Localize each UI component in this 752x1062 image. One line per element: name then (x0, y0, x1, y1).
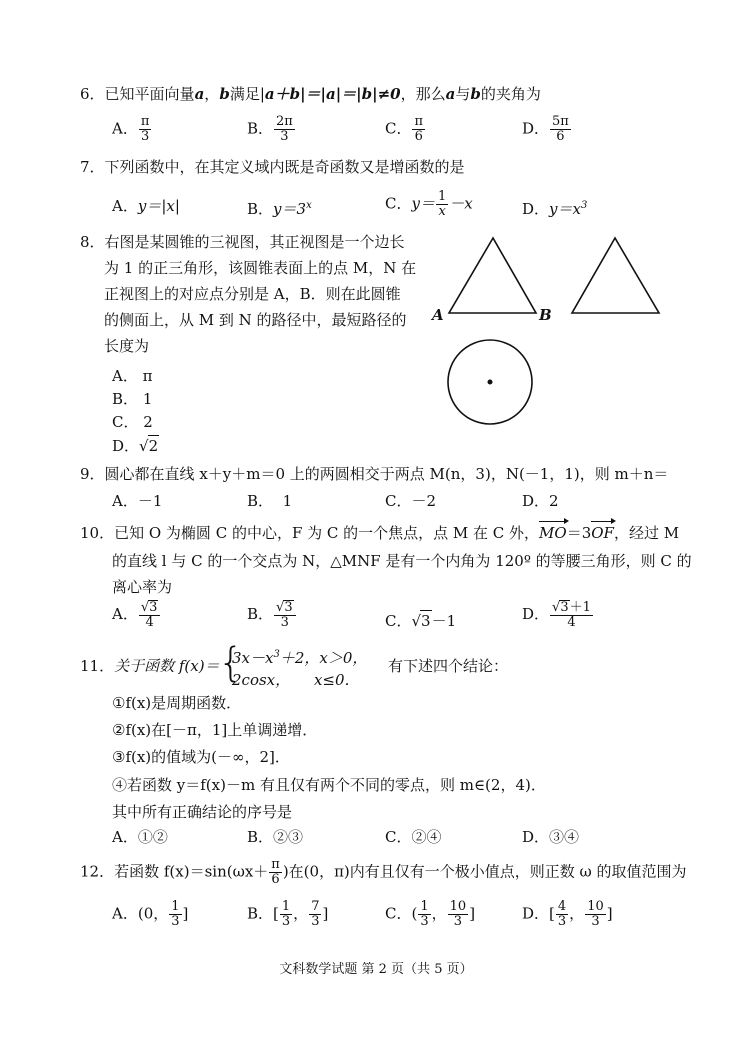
frac-num: 10 (449, 899, 467, 914)
option-value: ②③ (273, 828, 304, 846)
option-label: C． (385, 904, 412, 923)
option-expr-pre: y＝ (411, 194, 435, 213)
q11-case-1 (232, 645, 367, 668)
case-1-sup: 3 (273, 649, 280, 660)
frac-num (139, 600, 161, 616)
radicand: 3 (560, 600, 569, 615)
option-label: B． (247, 904, 274, 923)
q10-line-2: 的直线 l 与 C 的一个交点为 N，△MNF 是有一个内角为 120º 的等腰三角形，则 C 的 (112, 552, 692, 570)
q6-number: 6． (80, 85, 105, 103)
case-1-cond: ＋2，x＞0， (279, 649, 368, 667)
q10-mid: ＝3 (566, 524, 592, 542)
frac-den: 3 (280, 615, 289, 630)
option-expr-post: －1 (431, 612, 457, 630)
q10-option-c (385, 610, 456, 631)
q11-option-c (385, 827, 442, 847)
q11-number: 11． (80, 657, 115, 675)
q10-text-b: ，经过 M (613, 524, 680, 542)
option-label: B． (112, 390, 139, 408)
option-value: 2 (143, 413, 153, 431)
frac-num: 1 (281, 899, 291, 914)
option-pre: [ (273, 904, 279, 923)
q12-text-a: 若函数 f(x)＝sin(ωx＋ (114, 862, 269, 881)
q6-var-a-2: a (445, 85, 456, 103)
option-label: C． (385, 492, 412, 510)
frac-den: 3 (591, 914, 600, 929)
q9-text: 圆心都在直线 x＋y＋m＝0 上的两圆相交于两点 M(n，3)，N(－1，1)，则 m＋n＝ (104, 465, 669, 483)
frac-num (274, 600, 296, 616)
option-expr-post: －x (449, 194, 473, 213)
option-fraction-2 (309, 900, 321, 929)
option-value: ②④ (411, 828, 442, 846)
frac-num: 4 (557, 899, 567, 914)
brace-icon: { (218, 640, 244, 686)
case-1-expr: 3x－x (232, 649, 274, 667)
q11-item-3: ③f(x)的值域为(－∞，2]． (112, 748, 290, 766)
option-label: A． (112, 119, 138, 138)
option-value: π (142, 367, 153, 385)
sqrt-icon: √ (411, 612, 422, 630)
option-value: 1 (282, 492, 293, 510)
option-value: 2 (148, 437, 159, 455)
radicand: 3 (421, 612, 431, 630)
q6-text-b: 满足| (229, 85, 265, 103)
option-pre: (0， (137, 904, 169, 923)
frac-num: 2π (276, 114, 293, 129)
option-label: B． (247, 605, 274, 623)
q9-stem (80, 464, 668, 484)
option-pre: ( (411, 904, 418, 923)
q11-case-2: 2cosx， x≤0． (232, 671, 360, 689)
option-label: A． (112, 197, 138, 215)
q6-text-e: 的夹角为 (480, 85, 541, 103)
frac-den: 3 (420, 914, 429, 929)
q6-var-b-2: b (470, 85, 481, 103)
frac-num: π (271, 857, 280, 872)
q12-option-b (247, 900, 328, 929)
option-value: ③④ (549, 828, 580, 846)
q8-line-5: 长度为 (104, 337, 150, 355)
option-label: D． (522, 828, 550, 846)
option-value: 1 (142, 390, 153, 408)
frac-num: 1 (437, 189, 447, 204)
side-view-triangle (572, 238, 659, 313)
option-label: A． (112, 828, 138, 846)
frac-den: 6 (414, 129, 423, 144)
frac-den: 3 (453, 914, 463, 929)
option-fraction (169, 900, 181, 929)
option-expr: y＝|x| (137, 197, 180, 215)
frac-den: 3 (281, 914, 291, 929)
q11-option-d (522, 827, 579, 847)
option-label: D． (522, 605, 550, 623)
q9-option-a (112, 491, 162, 511)
option-fraction (274, 600, 296, 630)
option-label: A． (112, 904, 138, 923)
frac-den: x (438, 204, 446, 219)
q11-ask: 其中所有正确结论的序号是 (112, 803, 293, 821)
q12-fraction (269, 858, 282, 887)
frac-den: 4 (567, 615, 576, 630)
q8-line-4: 的侧面上，从 M 到 N 的路径中，最短路径的 (104, 311, 407, 329)
frac-num: 5π (552, 114, 569, 129)
front-view-triangle (449, 238, 536, 313)
option-label: C． (385, 119, 412, 138)
sqrt-icon: √ (276, 600, 285, 615)
option-mid: ， (431, 904, 447, 923)
frac-num: 1 (171, 899, 180, 914)
option-value: 2 (549, 492, 559, 510)
option-value: ①② (137, 828, 168, 846)
q11-item-1: ①f(x)是周期函数． (112, 694, 242, 712)
frac-num-post: ＋1 (569, 600, 591, 615)
q8-number: 8． (80, 233, 105, 251)
option-sup: 3 (580, 200, 588, 211)
option-value: －2 (411, 492, 437, 510)
option-label: D． (522, 200, 550, 218)
option-fraction-2 (585, 900, 606, 929)
sqrt-icon: √ (139, 437, 149, 455)
option-post: ] (322, 904, 329, 923)
point-a-label: A (432, 306, 444, 324)
q12-stem (80, 858, 687, 887)
radicand: 3 (284, 600, 293, 615)
option-expr: y＝3 (273, 200, 307, 218)
option-label: D． (112, 437, 140, 455)
option-fraction-1 (556, 900, 568, 929)
q6-text-c: ，那么 (400, 85, 446, 103)
q10-text-a: 已知 O 为椭圆 C 的中心，F 为 C 的一个焦点，点 M 在 C 外， (114, 524, 540, 542)
option-label: A． (112, 367, 138, 385)
option-expr: y＝x (549, 200, 581, 218)
q10-option-a (112, 600, 161, 630)
radicand: 3 (149, 600, 158, 615)
frac-den: 3 (171, 914, 180, 929)
option-sup: x (306, 200, 312, 211)
q9-option-d (522, 491, 559, 511)
option-label: A． (112, 492, 138, 510)
option-label: B． (247, 828, 274, 846)
q11-item-4: ④若函数 y＝f(x)－m 有且仅有两个不同的零点，则 m∈(2，4)． (112, 776, 546, 794)
option-fraction (139, 600, 161, 630)
sqrt-icon: √ (140, 600, 150, 615)
q11-option-b (247, 827, 303, 847)
frac-den: 3 (280, 129, 289, 144)
vector-of: OF (591, 524, 614, 542)
option-post: ] (469, 904, 476, 923)
frac-den: 3 (311, 914, 320, 929)
option-post: ] (182, 904, 189, 923)
option-label: C． (385, 612, 412, 630)
frac-den: 6 (271, 872, 280, 887)
q10-line-3: 离心率为 (112, 578, 173, 596)
sqrt-icon: √ (552, 600, 561, 615)
q9-option-b (247, 491, 292, 511)
frac-num: 7 (311, 899, 320, 914)
option-label: B． (247, 492, 274, 510)
q12-option-d (522, 900, 613, 929)
q10-line-1 (80, 523, 679, 543)
q6-var-a: a (194, 85, 205, 103)
frac-den: 4 (145, 615, 154, 630)
option-pre: [ (549, 904, 555, 923)
frac-num: π (140, 114, 150, 129)
q11-text-b: 有下述四个结论： (388, 657, 509, 675)
top-view-center-dot (488, 380, 493, 385)
option-mid: ， (569, 904, 585, 923)
option-mid: ， (293, 904, 309, 923)
q9-number: 9． (80, 465, 105, 483)
frac-num: 1 (420, 899, 429, 914)
option-post: ] (606, 904, 613, 923)
q12-text-b: )在(0，π)内有且仅有一个极小值点，则正数 ω 的取值范围为 (282, 862, 687, 881)
frac-den: 6 (556, 129, 565, 144)
option-fraction (550, 600, 593, 630)
q8-text: 右图是某圆锥的三视图，其正视图是一个边长 (104, 233, 405, 251)
option-label: C． (385, 828, 412, 846)
frac-den: 3 (557, 914, 567, 929)
option-label: B． (247, 200, 274, 218)
option-label: D． (522, 119, 550, 138)
q7-text: 下列函数中，在其定义域内既是奇函数又是增函数的是 (104, 158, 465, 176)
vector-mo: MO (539, 524, 567, 542)
q11-option-a (112, 827, 168, 847)
q6-sep: ， (204, 85, 220, 103)
q12-option-c (385, 900, 475, 929)
q11-stem (80, 656, 220, 676)
option-label: C． (385, 194, 412, 213)
q11-item-2: ②f(x)在[－π，1]上单调递增． (112, 721, 318, 739)
q6-var-b: b (219, 85, 230, 103)
frac-num: 10 (587, 899, 604, 914)
q10-option-b (247, 600, 297, 630)
option-label: D． (522, 904, 550, 923)
option-label: D． (522, 492, 550, 510)
q10-option-d (522, 600, 594, 630)
option-label: B． (247, 119, 274, 138)
option-fraction-2 (448, 900, 469, 929)
option-fraction-1 (280, 900, 292, 929)
q8-line-2: 为 1 的正三角形，该圆锥表面上的点 M，N 在 (104, 259, 417, 277)
frac-num (550, 600, 593, 616)
q12-option-a (112, 900, 188, 929)
option-fraction-1 (418, 900, 430, 929)
option-value: －1 (137, 492, 163, 510)
frac-den: 3 (140, 129, 150, 144)
q6-condition: a＋b|＝|a|＝|b|≠0 (264, 85, 401, 103)
page-footer: 文科数学试题 第 2 页（共 5 页） (279, 962, 473, 977)
q6-text-d: 与 (455, 85, 471, 103)
q7-number: 7． (80, 158, 105, 176)
q9-option-c (385, 491, 436, 511)
q11-text-a: 关于函数 f(x)＝ (114, 657, 220, 675)
frac-num: π (414, 114, 424, 129)
q6-text-a: 已知平面向量 (104, 85, 195, 103)
point-b-label: B (539, 306, 552, 324)
q10-number: 10． (80, 524, 115, 542)
q8-line-3: 正视图上的对应点分别是 A，B．则在此圆锥 (104, 285, 401, 303)
q12-number: 12． (80, 862, 115, 881)
option-label: C． (112, 413, 139, 431)
option-label: A． (112, 605, 138, 623)
